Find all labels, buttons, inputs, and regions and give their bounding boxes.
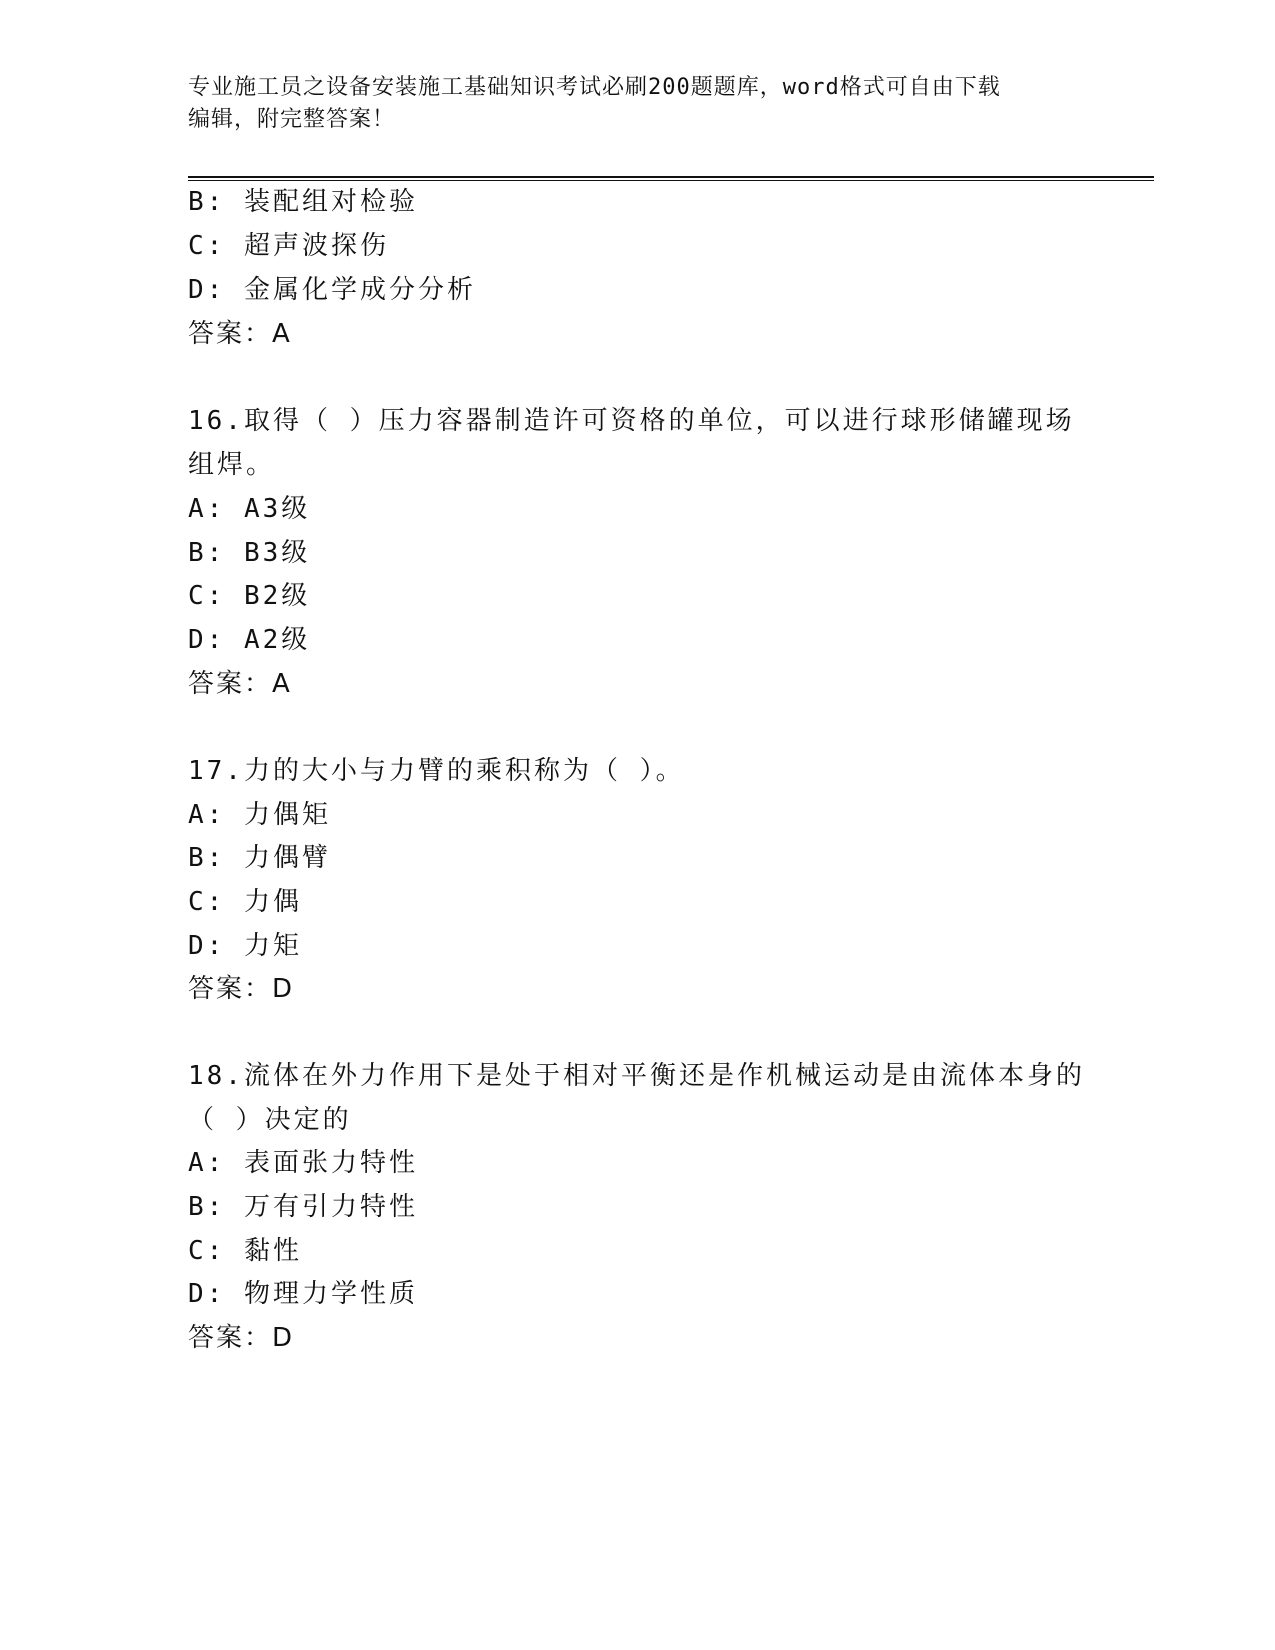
- q18-option-a: A: 表面张力特性: [188, 1148, 418, 1178]
- prev-answer: 答案：A: [188, 319, 292, 349]
- q17-option-a: A: 力偶矩: [188, 800, 331, 830]
- q16-option-b: B: B3级: [188, 538, 311, 568]
- q17-stem-line-1: 17.力的大小与力臂的乘积称为（ ）。: [188, 756, 685, 786]
- q17-option-c: C: 力偶: [188, 887, 302, 917]
- q16-option-a: A: A3级: [188, 494, 311, 524]
- q17-option-b: B: 力偶臂: [188, 843, 331, 873]
- q18-option-b: B: 万有引力特性: [188, 1192, 418, 1222]
- q18-stem-line-2: （ ）决定的: [188, 1105, 352, 1135]
- q17-option-d: D: 力矩: [188, 931, 302, 961]
- document-header: [188, 72, 1078, 136]
- q18-stem-line-1: 18.流体在外力作用下是处于相对平衡还是作机械运动是由流体本身的: [188, 1061, 1085, 1091]
- prev-option-b: B: 装配组对检验: [188, 187, 418, 217]
- header-line-1: 专业施工员之设备安装施工基础知识考试必刷200题题库，word格式可自由下载: [188, 75, 1001, 100]
- q18-option-c: C: 黏性: [188, 1236, 302, 1266]
- header-line-2: 编辑，附完整答案！: [188, 107, 396, 132]
- q16-option-c: C: B2级: [188, 581, 311, 611]
- q18-option-d: D: 物理力学性质: [188, 1279, 418, 1309]
- prev-option-d: D: 金属化学成分分析: [188, 275, 476, 305]
- q17-answer: 答案：D: [188, 974, 295, 1004]
- prev-option-c: C: 超声波探伤: [188, 231, 389, 261]
- q16-stem-line-1: 16.取得（ ）压力容器制造许可资格的单位，可以进行球形储罐现场: [188, 406, 1075, 436]
- header-divider: [188, 176, 1154, 181]
- q16-option-d: D: A2级: [188, 625, 311, 655]
- q16-answer: 答案：A: [188, 669, 292, 699]
- q18-answer: 答案：D: [188, 1323, 295, 1353]
- q16-stem-line-2: 组焊。: [188, 450, 276, 480]
